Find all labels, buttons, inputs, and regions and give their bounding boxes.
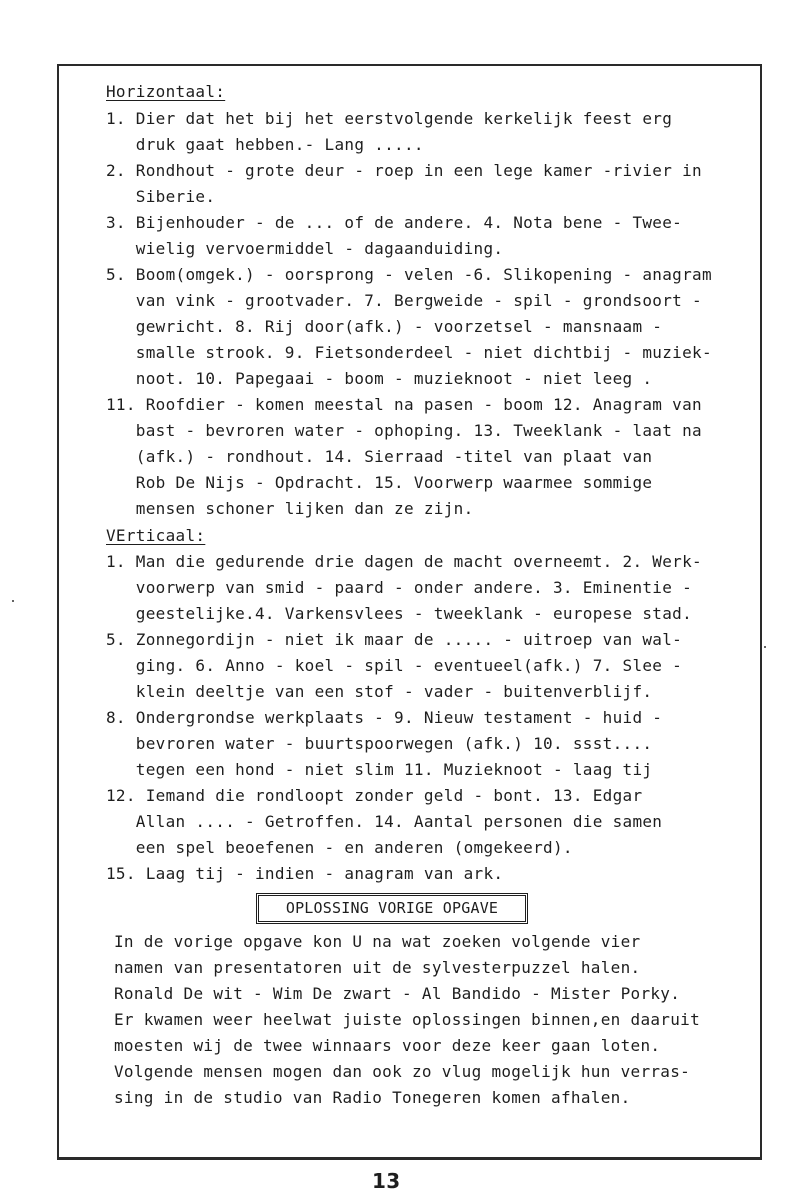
clue-line: Siberie. [106, 187, 216, 206]
solution-line: Volgende mensen mogen dan ook zo vlug mogelijk hun verras- [114, 1062, 691, 1081]
clue-line: smalle strook. 9. Fietsonderdeel - niet dichtbij - muziek- [106, 343, 712, 362]
horizontaal-heading: Horizontaal: [106, 82, 226, 101]
oplossing-title: OPLOSSING VORIGE OPGAVE [258, 895, 526, 922]
clue-line: druk gaat hebben.- Lang ..... [106, 135, 424, 154]
solution-line: sing in de studio van Radio Tonegeren komen afhalen. [114, 1088, 631, 1107]
clue-line: klein deeltje van een stof - vader - buitenverblijf. [106, 682, 653, 701]
clue-line: een spel beoefenen - en anderen (omgekeerd). [106, 838, 573, 857]
clue-line: noot. 10. Papegaai - boom - muzieknoot - niet leeg . [106, 369, 653, 388]
clue-line: Allan .... - Getroffen. 14. Aantal personen die samen [106, 812, 663, 831]
solution-line: namen van presentatoren uit de sylvesterpuzzel halen. [114, 958, 641, 977]
scan-speck [764, 646, 766, 648]
clue-line: van vink - grootvader. 7. Bergweide - spil - grondsoort - [106, 291, 702, 310]
solution-line: In de vorige opgave kon U na wat zoeken volgende vier [114, 932, 641, 951]
clue-line: (afk.) - rondhout. 14. Sierraad -titel van plaat van [106, 447, 653, 466]
verticaal-heading: VErticaal: [106, 526, 206, 545]
solution-line: Ronald De wit - Wim De zwart - Al Bandido - Mister Porky. [114, 984, 681, 1003]
clue-line: Rob De Nijs - Opdracht. 15. Voorwerp waarmee sommige [106, 473, 653, 492]
clue-line: bast - bevroren water - ophoping. 13. Tweeklank - laat na [106, 421, 702, 440]
solution-line: Er kwamen weer heelwat juiste oplossingen binnen,en daaruit [114, 1010, 701, 1029]
clue-line: voorwerp van smid - paard - onder andere. 3. Eminentie - [106, 578, 693, 597]
clue-line: bevroren water - buurtspoorwegen (afk.) 10. ssst.... [106, 734, 653, 753]
clue-line: ging. 6. Anno - koel - spil - eventueel(afk.) 7. Slee - [106, 656, 683, 675]
clue-line: 2. Rondhout - grote deur - roep in een lege kamer -rivier in [106, 161, 702, 180]
clue-line: 5. Boom(omgek.) - oorsprong - velen -6. Slikopening - anagram [106, 265, 712, 284]
clue-line: mensen schoner lijken dan ze zijn. [106, 499, 474, 518]
clue-line: 1. Man die gedurende drie dagen de macht overneemt. 2. Werk- [106, 552, 702, 571]
clue-line: 15. Laag tij - indien - anagram van ark. [106, 864, 504, 883]
clue-line: tegen een hond - niet slim 11. Muzieknoot - laag tij [106, 760, 653, 779]
clue-line: 5. Zonnegordijn - niet ik maar de ..... - uitroep van wal- [106, 630, 683, 649]
clue-line: wielig vervoermiddel - dagaanduiding. [106, 239, 504, 258]
clue-line: 3. Bijenhouder - de ... of de andere. 4. Nota bene - Twee- [106, 213, 683, 232]
clue-line: 1. Dier dat het bij het eerstvolgende kerkelijk feest erg [106, 109, 673, 128]
solution-line: moesten wij de twee winnaars voor deze keer gaan loten. [114, 1036, 661, 1055]
scan-speck [12, 600, 14, 602]
clue-line: geestelijke.4. Varkensvlees - tweeklank - europese stad. [106, 604, 693, 623]
page-number: 13 [372, 1169, 401, 1193]
clue-line: 8. Ondergrondse werkplaats - 9. Nieuw testament - huid - [106, 708, 663, 727]
clue-line: gewricht. 8. Rij door(afk.) - voorzetsel - mansnaam - [106, 317, 663, 336]
clue-line: 11. Roofdier - komen meestal na pasen - boom 12. Anagram van [106, 395, 702, 414]
clue-line: 12. Iemand die rondloopt zonder geld - bont. 13. Edgar [106, 786, 643, 805]
